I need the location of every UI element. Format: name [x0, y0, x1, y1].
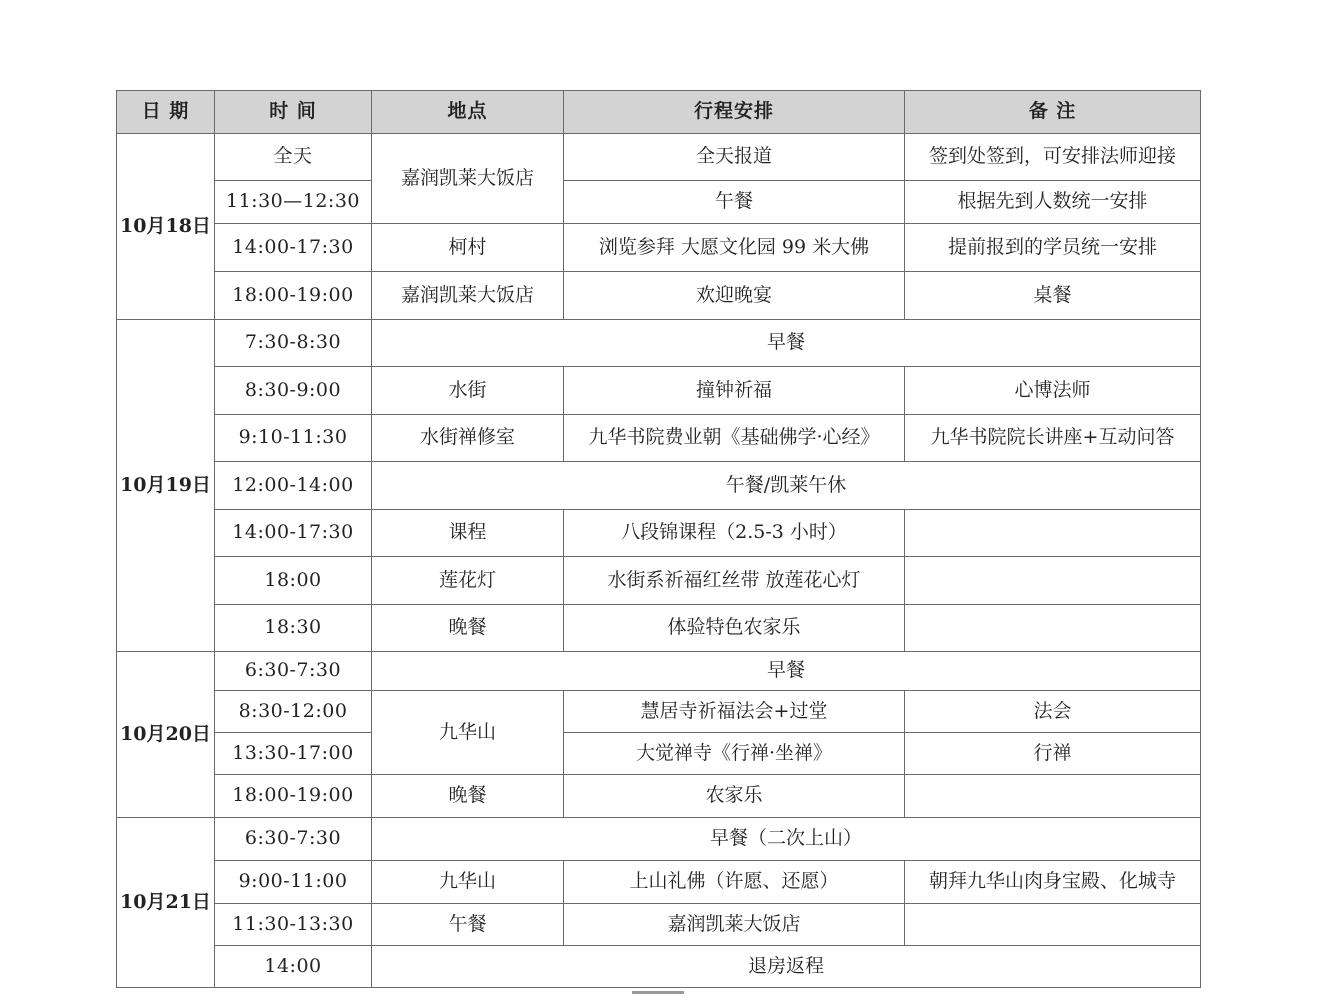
note-cell: 朝拜九华山肉身宝殿、化城寺	[905, 861, 1201, 904]
time-cell: 18:30	[215, 605, 372, 652]
place-cell: 晚餐	[372, 605, 564, 652]
note-cell: 签到处签到，可安排法师迎接	[905, 134, 1201, 181]
date-cell: 10月19日	[117, 320, 215, 652]
activity-cell: 欢迎晚宴	[564, 272, 905, 320]
table-row	[117, 181, 1201, 224]
table-row	[117, 510, 1201, 557]
table-row	[117, 818, 1201, 861]
table-row	[117, 224, 1201, 272]
table-row	[117, 861, 1201, 904]
time-cell: 14:00-17:30	[215, 224, 372, 272]
time-cell: 8:30-12:00	[215, 691, 372, 733]
note-cell: 根据先到人数统一安排	[905, 181, 1201, 224]
time-cell: 18:00-19:00	[215, 775, 372, 818]
time-cell: 18:00	[215, 557, 372, 605]
place-cell: 午餐	[372, 904, 564, 946]
note-cell	[905, 904, 1201, 946]
activity-cell: 嘉润凯莱大饭店	[564, 904, 905, 946]
activity-cell: 全天报道	[564, 134, 905, 181]
date-cell: 10月20日	[117, 652, 215, 818]
merged-activity-cell: 早餐	[372, 652, 1201, 691]
activity-cell: 体验特色农家乐	[564, 605, 905, 652]
date-cell: 10月21日	[117, 818, 215, 988]
place-cell: 九华山	[372, 691, 564, 775]
place-cell: 课程	[372, 510, 564, 557]
merged-activity-cell: 退房返程	[372, 946, 1201, 988]
note-cell: 桌餐	[905, 272, 1201, 320]
table-row	[117, 272, 1201, 320]
activity-cell: 水街系祈福红丝带 放莲花心灯	[564, 557, 905, 605]
place-cell: 晚餐	[372, 775, 564, 818]
place-cell: 嘉润凯莱大饭店	[372, 272, 564, 320]
header-note: 备 注	[905, 91, 1201, 134]
time-cell: 11:30-13:30	[215, 904, 372, 946]
time-cell: 18:00-19:00	[215, 272, 372, 320]
table-row	[117, 320, 1201, 367]
time-cell: 7:30-8:30	[215, 320, 372, 367]
time-cell: 14:00	[215, 946, 372, 988]
place-cell: 水街	[372, 367, 564, 415]
table-row	[117, 462, 1201, 510]
note-cell: 法会	[905, 691, 1201, 733]
time-cell: 9:10-11:30	[215, 415, 372, 462]
place-cell: 嘉润凯莱大饭店	[372, 134, 564, 224]
page-scroll-mark	[632, 991, 684, 994]
table-row	[117, 691, 1201, 733]
note-cell: 九华书院院长讲座+互动问答	[905, 415, 1201, 462]
note-cell	[905, 557, 1201, 605]
table-row	[117, 415, 1201, 462]
activity-cell: 大觉禅寺《行禅·坐禅》	[564, 733, 905, 775]
merged-activity-cell: 早餐	[372, 320, 1201, 367]
time-cell: 6:30-7:30	[215, 818, 372, 861]
time-cell: 全天	[215, 134, 372, 181]
time-cell: 8:30-9:00	[215, 367, 372, 415]
activity-cell: 农家乐	[564, 775, 905, 818]
note-cell	[905, 605, 1201, 652]
table-row	[117, 733, 1201, 775]
place-cell: 莲花灯	[372, 557, 564, 605]
date-cell: 10月18日	[117, 134, 215, 320]
place-cell: 九华山	[372, 861, 564, 904]
table-row	[117, 904, 1201, 946]
merged-activity-cell: 午餐/凯莱午休	[372, 462, 1201, 510]
note-cell: 心博法师	[905, 367, 1201, 415]
place-cell: 柯村	[372, 224, 564, 272]
activity-cell: 八段锦课程（2.5-3 小时）	[564, 510, 905, 557]
activity-cell: 上山礼佛（许愿、还愿）	[564, 861, 905, 904]
table-row	[117, 946, 1201, 988]
note-cell	[905, 510, 1201, 557]
table-row	[117, 652, 1201, 691]
time-cell: 14:00-17:30	[215, 510, 372, 557]
time-cell: 13:30-17:00	[215, 733, 372, 775]
activity-cell: 撞钟祈福	[564, 367, 905, 415]
activity-cell: 浏览参拜 大愿文化园 99 米大佛	[564, 224, 905, 272]
schedule-table	[116, 90, 1201, 988]
activity-cell: 九华书院费业朝《基础佛学·心经》	[564, 415, 905, 462]
header-date: 日 期	[117, 91, 215, 134]
table-row	[117, 557, 1201, 605]
activity-cell: 午餐	[564, 181, 905, 224]
header-row	[117, 91, 1201, 134]
table-row	[117, 775, 1201, 818]
place-cell: 水街禅修室	[372, 415, 564, 462]
activity-cell: 慧居寺祈福法会+过堂	[564, 691, 905, 733]
table-row	[117, 134, 1201, 181]
time-cell: 12:00-14:00	[215, 462, 372, 510]
merged-activity-cell: 早餐（二次上山）	[372, 818, 1201, 861]
table-row	[117, 367, 1201, 415]
header-place: 地点	[372, 91, 564, 134]
note-cell: 行禅	[905, 733, 1201, 775]
header-time: 时 间	[215, 91, 372, 134]
note-cell: 提前报到的学员统一安排	[905, 224, 1201, 272]
time-cell: 6:30-7:30	[215, 652, 372, 691]
table-row	[117, 605, 1201, 652]
note-cell	[905, 775, 1201, 818]
time-cell: 9:00-11:00	[215, 861, 372, 904]
time-cell: 11:30—12:30	[215, 181, 372, 224]
header-itinerary: 行程安排	[564, 91, 905, 134]
